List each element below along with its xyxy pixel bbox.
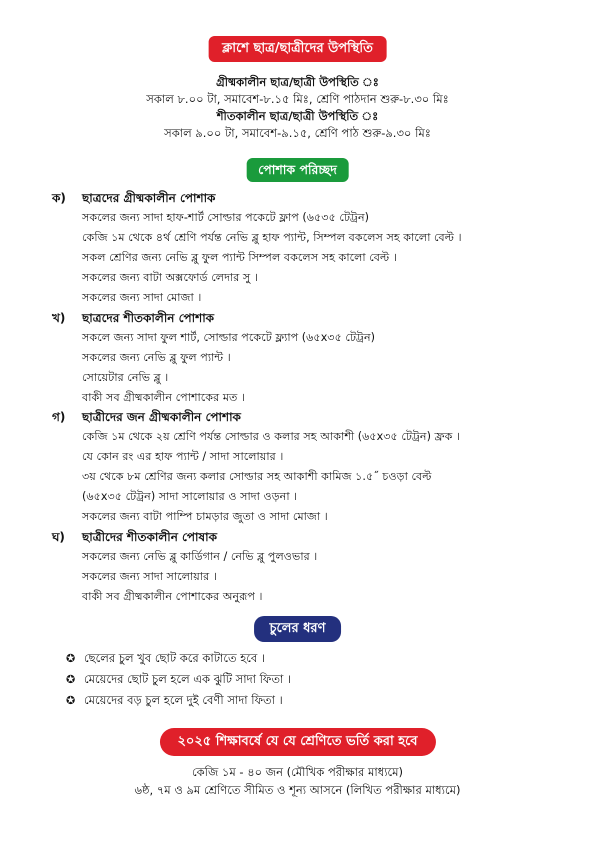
uniform-section-girls-winter	[52, 527, 572, 607]
section-heading	[52, 407, 572, 427]
section-title: ছাত্রদের শীতকালীন পোশাক	[82, 311, 215, 325]
section-line: সকলের জন্য বাটা অক্সফোর্ড লেদার সু ।	[82, 271, 258, 284]
hair-banner: চুলের ধরণ	[254, 616, 342, 642]
winter-attendance-time: সকাল ৯.০০ টা, সমাবেশ-৯.১৫, শ্রেণি পাঠ শুরু-৯.৩০ মিঃ	[164, 126, 431, 140]
decorative-bullet-icon: ✪	[66, 652, 76, 665]
list-item-text: মেয়েদের বড় চুল হলে দুই বেণী সাদা ফিতা ।	[84, 693, 283, 707]
decorative-bullet-icon: ✪	[66, 673, 76, 686]
section-line: সকলের জন্য নেভি ব্লু ফুল প্যান্ট ।	[82, 351, 231, 364]
list-item	[66, 648, 566, 669]
section-line: কেজি ১ম থেকে ৪র্থ শ্রেণি পর্যন্ত নেভি ব্লু হাফ প্যান্ট, সিম্পল বকলেস সহ কালো বেল্ট ।	[82, 231, 462, 244]
section-line: সকল শ্রেণির জন্য নেভি ব্লু ফুল প্যান্ট সিম্পল বকলেস সহ কালো বেল্ট ।	[82, 251, 397, 264]
section-label: গ)	[52, 410, 66, 424]
uniform-section-boys-summer	[52, 188, 572, 308]
list-item	[66, 669, 566, 690]
section-line: যে কোন রং এর হাফ প্যান্ট / সাদা সালোয়ার ।	[82, 450, 284, 463]
section-line: সকলের জন্য নেভি ব্লু কার্ডিগান / নেভি ব্লু পুলওভার ।	[82, 550, 318, 563]
section-line: ৩য় থেকে ৮ম শ্রেণির জন্য কলার সোল্ডার সহ আকাশী কামিজ ১.৫˝ চওড়া বেল্ট	[82, 470, 432, 483]
admission-line-classes: ৬ষ্ঠ, ৭ম ও ৯ম শ্রেণিতে সীমিত ও শূন্য আসনে (লিখিত পরীক্ষার মাধ্যমে)	[134, 783, 461, 797]
admission-banner: ২০২৫ শিক্ষাবর্ষে যে যে শ্রেণিতে ভর্তি করা হবে	[159, 728, 435, 756]
winter-attendance-title: শীতকালীন ছাত্র/ছাত্রী উপস্থিতি ঃ	[216, 109, 379, 123]
uniform-banner: পোশাক পরিচ্ছদ	[246, 158, 349, 182]
section-label: ঘ)	[52, 530, 65, 544]
section-label: খ)	[52, 311, 66, 325]
section-line: কেজি ১ম থেকে ২য় শ্রেণি পর্যন্ত সোল্ডার ও কলার সহ আকাশী (৬৫x৩৫ টেট্রন) ফ্রক ।	[82, 430, 460, 443]
list-item-text: ছেলের চুল খুব ছোট করে কাটাতে হবে ।	[84, 651, 266, 665]
summer-attendance-title: গ্রীষ্মকালীন ছাত্র/ছাত্রী উপস্থিতি ঃ	[216, 75, 379, 89]
list-item-text: মেয়েদের ছোট চুল হলে এক ঝুটি সাদা ফিতা ।	[84, 672, 292, 686]
section-line: সোয়েটার নেভি ব্লু ।	[82, 371, 169, 384]
section-line: সকলের জন্য সাদা হাফ-শার্ট সোল্ডার পকেটে ফ্লাপ (৬৫৩৫ টেট্রন)	[82, 211, 370, 224]
section-line: (৬৫x৩৫ টেট্রন) সাদা সালোয়ার ও সাদা ওড়না ।	[82, 490, 298, 503]
section-line: সকলের জন্য বাটা পাম্পি চামড়ার জুতা ও সাদা মোজা ।	[82, 510, 328, 523]
section-label: ক)	[52, 191, 66, 205]
uniform-section-boys-winter	[52, 308, 572, 408]
decorative-bullet-icon: ✪	[66, 694, 76, 707]
section-line: বাকী সব গ্রীষ্মকালীন পোশাকের অনুরূপ ।	[82, 590, 263, 603]
section-title: ছাত্রদের গ্রীষ্মকালীন পোশাক	[82, 191, 216, 205]
summer-attendance-time: সকাল ৮.০০ টা, সমাবেশ-৮.১৫ মিঃ, শ্রেণি পাঠদান শুরু-৮.৩০ মিঃ	[146, 92, 449, 106]
hair-rules-list	[66, 648, 566, 711]
list-item	[66, 690, 566, 711]
section-line: সকলের জন্য সাদা সালোয়ার ।	[82, 570, 217, 583]
attendance-banner: ক্লাশে ছাত্র/ছাত্রীদের উপস্থিতি	[208, 36, 387, 62]
section-heading	[52, 188, 572, 208]
section-heading	[52, 527, 572, 547]
section-line: সকলের জন্য সাদা মোজা ।	[82, 291, 202, 304]
section-title: ছাত্রীদের শীতকালীন পোষাক	[82, 530, 218, 544]
section-heading	[52, 308, 572, 328]
section-line: সকলে জন্য সাদা ফুল শার্ট, সোল্ডার পকেটে ফ্ল্যাপ (৬৫x৩৫ টেট্রন)	[82, 331, 376, 344]
uniform-section-girls-summer	[52, 407, 572, 527]
section-line: বাকী সব গ্রীষ্মকালীন পোশাকের মত ।	[82, 391, 245, 404]
admission-line-kg: কেজি ১ম - ৪০ জন (মৌখিক পরীক্ষার মাধ্যমে)	[191, 765, 404, 779]
section-title: ছাত্রীদের জন গ্রীষ্মকালীন পোশাক	[82, 410, 241, 424]
